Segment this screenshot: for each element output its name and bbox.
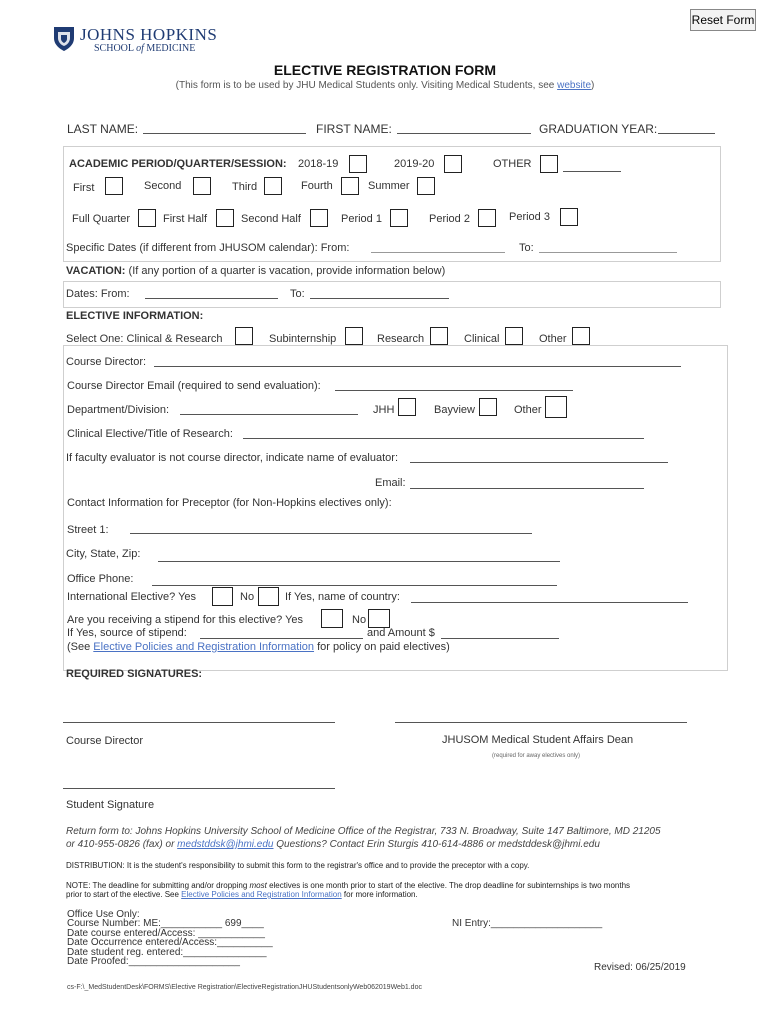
subtitle-text: (This form is to be used by JHU Medical Students only. Visiting Medical Students, see xyxy=(175,80,558,91)
date-occurrence-line: Date Occurrence entered/Access:__________ xyxy=(67,937,273,948)
policy-note-post: for policy on paid electives) xyxy=(314,641,450,653)
date-proofed-line: Date Proofed:____________________ xyxy=(67,956,240,967)
deadline-note-pre: NOTE: The deadline for submitting and/or dropping xyxy=(66,881,250,890)
quarter-third-checkbox[interactable] xyxy=(264,177,282,195)
page-title: ELECTIVE REGISTRATION FORM xyxy=(273,62,497,78)
bayview-label: Bayview xyxy=(434,404,475,416)
specific-to-field[interactable] xyxy=(539,252,677,253)
vacation-label xyxy=(66,265,445,277)
vacation-to-field[interactable] xyxy=(310,298,449,299)
course-number-line: Course Number: ME:___________ 699____ xyxy=(67,918,264,929)
contact-info-label: Contact Information for Preceptor (for Non-Hopkins electives only): xyxy=(67,497,392,509)
stipend-no-label: No xyxy=(352,614,367,626)
international-no-checkbox[interactable] xyxy=(258,587,279,606)
date-course-line: Date course entered/Access: ____________ xyxy=(67,928,265,939)
quarter-summer-label: Summer xyxy=(368,180,410,192)
deadline-policy-link[interactable]: Elective Policies and Registration Information xyxy=(181,890,342,899)
stipend-yes-checkbox[interactable] xyxy=(321,609,343,628)
deadline-note-line2 xyxy=(66,890,418,899)
quarter-first-label: First xyxy=(73,182,95,194)
vacation-heading: VACATION: xyxy=(66,265,126,277)
return-form-line2-post: Questions? Contact Erin Sturgis 410-614-4886 or medstddesk@jhmi.edu xyxy=(273,839,600,850)
year-2019-label: 2019-20 xyxy=(394,158,435,170)
clinical-title-field[interactable] xyxy=(243,438,644,439)
street-label: Street 1: xyxy=(67,524,109,536)
period3-label: Period 3 xyxy=(509,211,550,223)
school-name-left: SCHOOL xyxy=(94,43,137,54)
course-director-field[interactable] xyxy=(154,366,681,367)
ni-entry-line: NI Entry:____________________ xyxy=(452,918,603,929)
jhh-checkbox[interactable] xyxy=(398,398,416,416)
clinical-title-label: Clinical Elective/Title of Research: xyxy=(67,428,233,440)
policy-note xyxy=(67,641,450,653)
course-director-signature-label: Course Director xyxy=(66,735,144,747)
research-label: Research xyxy=(377,333,425,345)
clinical-checkbox[interactable] xyxy=(505,327,523,345)
deadline-note-line1 xyxy=(66,881,630,890)
specific-dates-label: Specific Dates (if different from JHUSOM calendar): From: xyxy=(66,242,350,254)
vacation-note: (If any portion of a quarter is vacation, provide information below) xyxy=(125,265,446,277)
research-checkbox[interactable] xyxy=(430,327,448,345)
street-field[interactable] xyxy=(130,533,532,534)
first-half-label: First Half xyxy=(163,213,207,225)
quarter-fourth-label: Fourth xyxy=(301,180,333,192)
specific-from-field[interactable] xyxy=(371,252,505,253)
quarter-summer-checkbox[interactable] xyxy=(417,177,435,195)
vacation-to-label: To: xyxy=(290,288,305,300)
clinical-research-checkbox[interactable] xyxy=(235,327,253,345)
country-label: If Yes, name of country: xyxy=(285,591,400,603)
faculty-evaluator-field[interactable] xyxy=(410,462,668,463)
stipend-source-label: If Yes, source of stipend: xyxy=(67,627,187,639)
dept-other-checkbox[interactable] xyxy=(545,396,567,418)
office-phone-field[interactable] xyxy=(152,585,557,586)
specific-to-label: To: xyxy=(519,242,534,254)
elective-info-heading: ELECTIVE INFORMATION: xyxy=(66,310,204,322)
course-director-label: Course Director: xyxy=(66,356,147,368)
reset-form-button[interactable]: Reset Form xyxy=(690,9,756,31)
medstddsk-email-link[interactable]: medstddsk@jhmi.edu xyxy=(177,839,274,850)
evaluator-email-field[interactable] xyxy=(410,488,644,489)
course-director-email-field[interactable] xyxy=(335,390,573,391)
clinical-label: Clinical xyxy=(464,333,500,345)
elective-other-checkbox[interactable] xyxy=(572,327,590,345)
subinternship-label: Subinternship xyxy=(269,333,337,345)
student-signature-line[interactable] xyxy=(63,788,335,789)
city-label: City, State, Zip: xyxy=(66,548,141,560)
quarter-first-checkbox[interactable] xyxy=(105,177,123,195)
quarter-third-label: Third xyxy=(232,181,258,193)
last-name-field[interactable] xyxy=(143,133,306,134)
international-yes-checkbox[interactable] xyxy=(212,587,233,606)
quarter-second-checkbox[interactable] xyxy=(193,177,211,195)
dean-note: (required for away electives only) xyxy=(492,753,581,759)
deadline-note-post: electives is one month prior to start of the elective. The drop deadline for subinternships is two months xyxy=(266,881,631,890)
course-director-signature-line[interactable] xyxy=(63,722,335,723)
office-phone-label: Office Phone: xyxy=(67,573,134,585)
year-2018-label: 2018-19 xyxy=(298,158,339,170)
stipend-no-checkbox[interactable] xyxy=(368,609,390,628)
return-form-line1: Return form to: Johns Hopkins University School of Medicine Office of the Registrar, 733 N. Broadway, Suite 147 Baltimore, MD 21205 xyxy=(66,826,661,837)
policy-note-pre: (See xyxy=(67,641,94,653)
revised-date: Revised: 06/25/2019 xyxy=(594,962,686,973)
deadline-note2-post: for more information. xyxy=(341,890,418,899)
period2-label: Period 2 xyxy=(429,213,470,225)
second-half-checkbox[interactable] xyxy=(310,209,328,227)
full-quarter-checkbox[interactable] xyxy=(138,209,156,227)
dept-other-label: Other xyxy=(514,404,542,416)
year-2018-checkbox[interactable] xyxy=(349,155,367,173)
stipend-source-field[interactable] xyxy=(200,638,363,639)
first-name-field[interactable] xyxy=(397,133,531,134)
return-form-line2 xyxy=(66,839,600,850)
jhu-shield-icon xyxy=(53,26,75,57)
graduation-year-field[interactable] xyxy=(658,133,715,134)
deadline-note2-pre: prior to start of the elective. See xyxy=(66,890,182,899)
select-one-label: Select One: Clinical & Research xyxy=(66,333,223,345)
last-name-label: LAST NAME: xyxy=(67,122,139,136)
international-label: International Elective? Yes xyxy=(67,591,197,603)
international-no-label: No xyxy=(240,591,255,603)
dean-signature-label: JHUSOM Medical Student Affairs Dean xyxy=(442,734,634,746)
second-half-label: Second Half xyxy=(241,213,301,225)
academic-period-label: ACADEMIC PERIOD/QUARTER/SESSION: xyxy=(69,158,287,170)
signatures-heading: REQUIRED SIGNATURES: xyxy=(66,668,203,680)
city-field[interactable] xyxy=(158,561,560,562)
distribution-note: DISTRIBUTION: It is the student's responsibility to submit this form to the registrar's office and to provide the preceptor with a copy. xyxy=(66,861,530,870)
quarter-fourth-checkbox[interactable] xyxy=(341,177,359,195)
department-field[interactable] xyxy=(180,414,358,415)
date-student-line: Date student reg. entered:_______________ xyxy=(67,947,267,958)
return-form-line2-pre: or 410-955-0826 (fax) or xyxy=(66,839,178,850)
evaluator-email-label: Email: xyxy=(375,477,406,489)
subtitle-end: ) xyxy=(591,80,595,91)
vacation-section xyxy=(63,281,721,308)
elective-other-label: Other xyxy=(539,333,567,345)
quarter-second-label: Second xyxy=(144,180,182,192)
other-period-label: OTHER xyxy=(493,158,532,170)
course-director-email-label: Course Director Email (required to send evaluation): xyxy=(67,380,321,392)
stipend-label: Are you receiving a stipend for this elective? Yes xyxy=(67,614,304,626)
office-use-label: Office Use Only: xyxy=(67,909,140,920)
school-name-right: MEDICINE xyxy=(143,43,196,54)
full-quarter-label: Full Quarter xyxy=(72,213,131,225)
file-path: cs-F:\_MedStudentDesk\FORMS\Elective Registration\ElectiveRegistrationJHUStudentsonlyWeb062019Web1.doc xyxy=(67,984,422,991)
page-subtitle xyxy=(0,80,770,91)
graduation-year-label: GRADUATION YEAR: xyxy=(539,122,658,136)
country-field[interactable] xyxy=(411,602,688,603)
school-name xyxy=(94,43,195,54)
first-half-checkbox[interactable] xyxy=(216,209,234,227)
jhh-label: JHH xyxy=(373,404,395,416)
vacation-from-field[interactable] xyxy=(145,298,278,299)
website-link[interactable]: website xyxy=(557,80,592,91)
period1-checkbox[interactable] xyxy=(390,209,408,227)
bayview-checkbox[interactable] xyxy=(479,398,497,416)
vacation-from-label: Dates: From: xyxy=(66,288,130,300)
stipend-amount-field[interactable] xyxy=(441,638,559,639)
faculty-evaluator-label: If faculty evaluator is not course director, indicate name of evaluator: xyxy=(66,452,399,464)
school-name-of: of xyxy=(136,43,144,54)
stipend-amount-label: and Amount $ xyxy=(367,627,435,639)
period2-checkbox[interactable] xyxy=(478,209,496,227)
org-name: JOHNS HOPKINS xyxy=(80,25,218,44)
subinternship-checkbox[interactable] xyxy=(345,327,363,345)
department-label: Department/Division: xyxy=(67,404,170,416)
student-signature-label: Student Signature xyxy=(66,799,155,811)
first-name-label: FIRST NAME: xyxy=(316,122,392,136)
other-period-checkbox[interactable] xyxy=(540,155,558,173)
period3-checkbox[interactable] xyxy=(560,208,578,226)
other-period-field[interactable] xyxy=(563,171,621,172)
policy-link[interactable]: Elective Policies and Registration Information xyxy=(93,641,315,653)
period1-label: Period 1 xyxy=(341,213,382,225)
dean-signature-line[interactable] xyxy=(395,722,687,723)
deadline-note-em: most xyxy=(249,881,267,890)
year-2019-checkbox[interactable] xyxy=(444,155,462,173)
